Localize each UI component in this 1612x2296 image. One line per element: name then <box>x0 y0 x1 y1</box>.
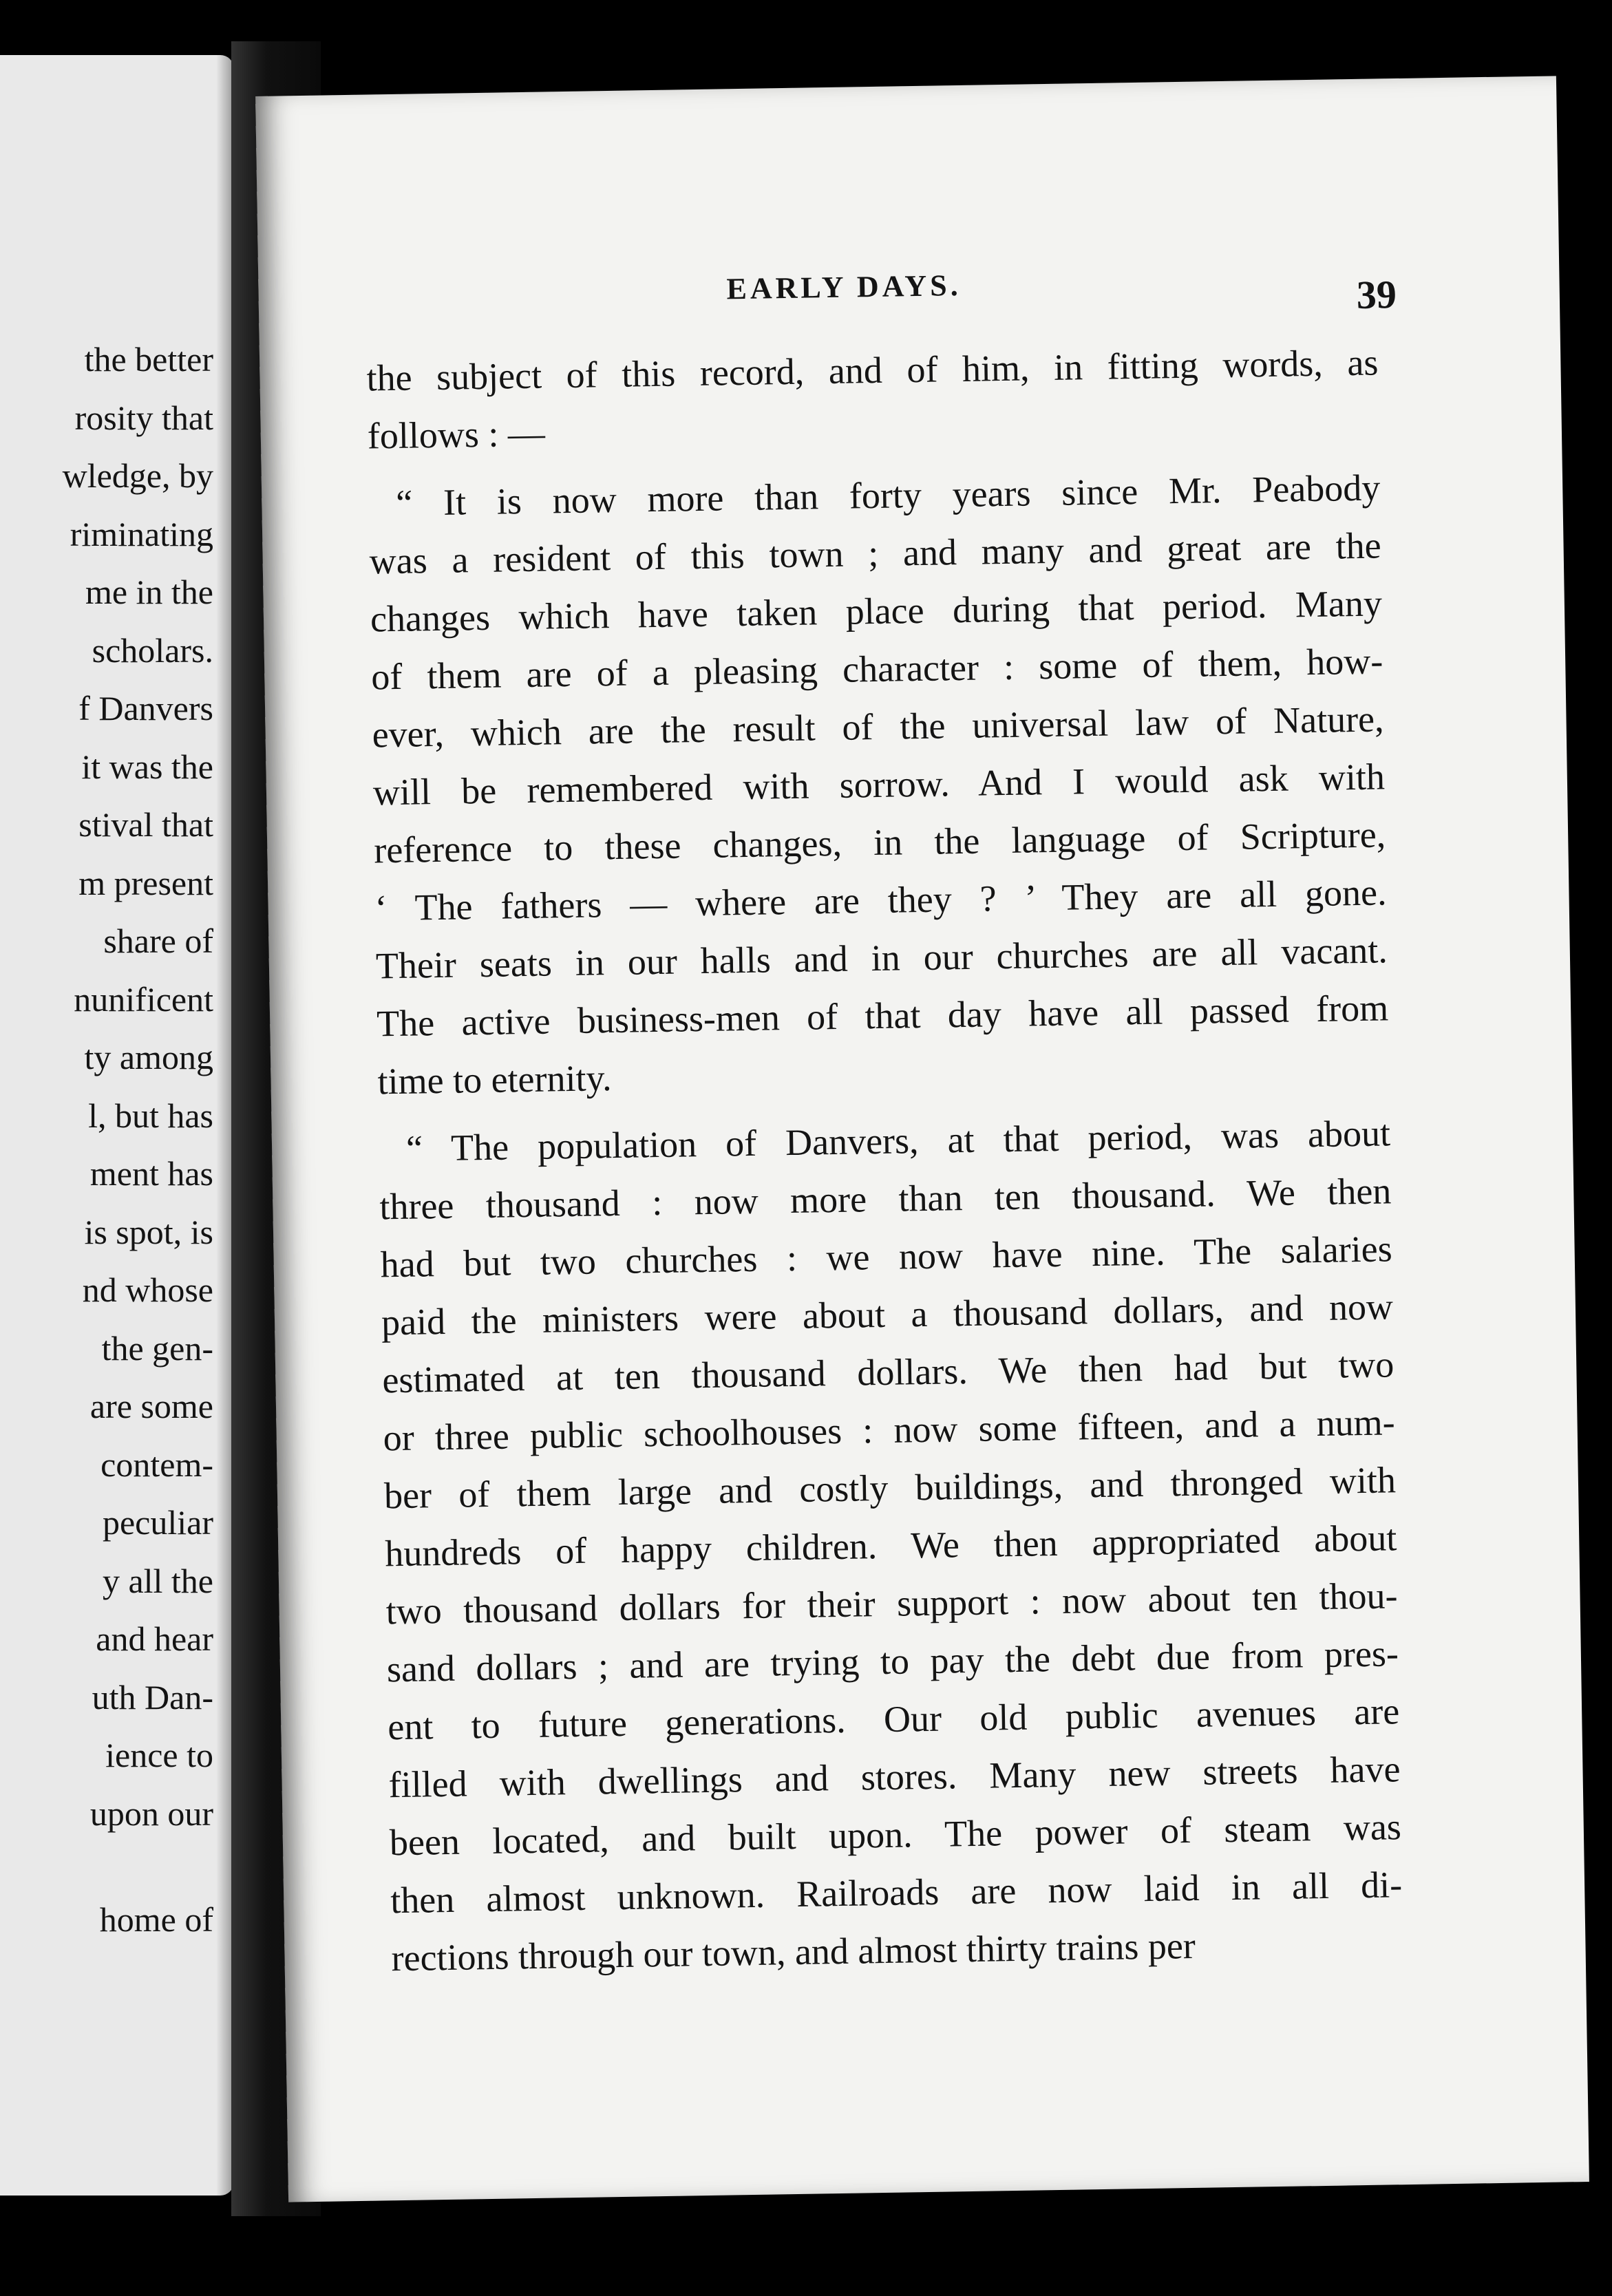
text-line: The active business-men of that day have all passed from <box>376 987 1389 1045</box>
previous-page-line: y all the <box>102 1561 213 1600</box>
previous-page-line: upon our <box>89 1794 213 1833</box>
previous-page-line: home of <box>99 1900 213 1939</box>
text-line: had but two churches : we now have nine. The salaries <box>380 1228 1393 1286</box>
previous-page-line: stival that <box>78 805 213 844</box>
text-line: sand dollars ; and are trying to pay the debt due from pres- <box>386 1633 1399 1690</box>
previous-page-line: and hear <box>96 1619 213 1658</box>
text-line: three thousand : now more than ten thousand. We then <box>379 1170 1392 1228</box>
previous-page-line: is spot, is <box>84 1212 213 1251</box>
paragraph <box>366 333 1379 465</box>
text-line: of them are of a pleasing character : some of them, how- <box>370 640 1383 698</box>
previous-page-line: ment has <box>89 1154 213 1193</box>
previous-page-text <box>63 330 213 1949</box>
previous-page-line: ty among <box>84 1038 213 1076</box>
previous-page-line: the gen- <box>101 1328 213 1368</box>
text-line: ent to future generations. Our old public avenues are <box>387 1690 1400 1748</box>
previous-page-line: share of <box>103 922 213 960</box>
previous-page-line: contem- <box>100 1445 213 1484</box>
previous-page-line: l, but has <box>88 1096 213 1135</box>
text-line: will be remembered with sorrow. And I would ask with <box>372 756 1386 814</box>
text-line: or three public schoolhouses : now some fifteen, and a num- <box>383 1401 1396 1459</box>
previous-page <box>0 55 234 2196</box>
text-line: been located, and built upon. The power of steam was <box>389 1806 1402 1864</box>
text-line: reference to these changes, in the language of Scripture, <box>373 814 1386 871</box>
book-page <box>255 76 1589 2202</box>
text-line: estimated at ten thousand dollars. We then had but two <box>381 1343 1394 1401</box>
previous-page-line: riminating <box>70 514 213 553</box>
previous-page-line: ience to <box>105 1736 213 1774</box>
text-line: then almost unknown. Railroads are now laid in all di- <box>390 1864 1403 1922</box>
previous-page-line: are some <box>89 1387 213 1425</box>
previous-page-line: wledge, by <box>62 456 213 495</box>
previous-page-line: scholars. <box>92 630 213 670</box>
previous-page-line: me in the <box>85 573 213 611</box>
text-line: “ The population of Danvers, at that period, was about <box>405 1112 1391 1169</box>
text-line: Their seats in our halls and in our churches are all vacant. <box>375 929 1388 987</box>
page-number: 39 <box>1356 272 1397 317</box>
text-line: ‘ The fathers — where are they ? ’ They are all gone. <box>374 871 1387 929</box>
text-line: ever, which are the result of the universal law of Nature, <box>372 698 1384 756</box>
text-line: “ It is now more than forty years since Mr. Peabody <box>395 467 1381 524</box>
previous-page-line: rosity that <box>74 398 213 437</box>
text-line: two thousand dollars for their support : now about ten thou- <box>385 1575 1398 1633</box>
previous-page-line: m present <box>78 863 213 902</box>
text-line: filled with dwellings and stores. Many new streets have <box>388 1748 1401 1806</box>
previous-page-line: uth Dan- <box>92 1677 213 1716</box>
text-line: was a resident of this town ; and many and great are the <box>369 524 1382 582</box>
previous-page-line: f Danvers <box>78 689 213 727</box>
previous-page-line: peculiar <box>102 1503 213 1542</box>
text-line: hundreds of happy children. We then appropriated about <box>384 1517 1397 1575</box>
previous-page-line: nunificent <box>74 979 213 1019</box>
paragraph <box>368 458 1390 1110</box>
text-line: ber of them large and costly buildings, and thronged with <box>383 1459 1397 1517</box>
previous-page-line: the better <box>84 340 213 379</box>
previous-page-line: nd whose <box>82 1271 213 1309</box>
paragraph <box>378 1104 1403 1987</box>
text-line: changes which have taken place during that period. Many <box>370 582 1383 640</box>
running-head: EARLY DAYS. <box>726 268 962 306</box>
previous-page-line: it was the <box>81 747 213 786</box>
body-text <box>366 333 1403 1987</box>
text-line: paid the ministers were about a thousand dollars, and now <box>381 1286 1394 1343</box>
text-line: time to eternity. <box>377 1057 612 1103</box>
text-line: the subject of this record, and of him, in fitting words, as <box>366 341 1379 399</box>
text-line: rections through our town, and almost thirty trains per <box>391 1924 1196 1979</box>
text-line: follows : — <box>367 412 546 457</box>
